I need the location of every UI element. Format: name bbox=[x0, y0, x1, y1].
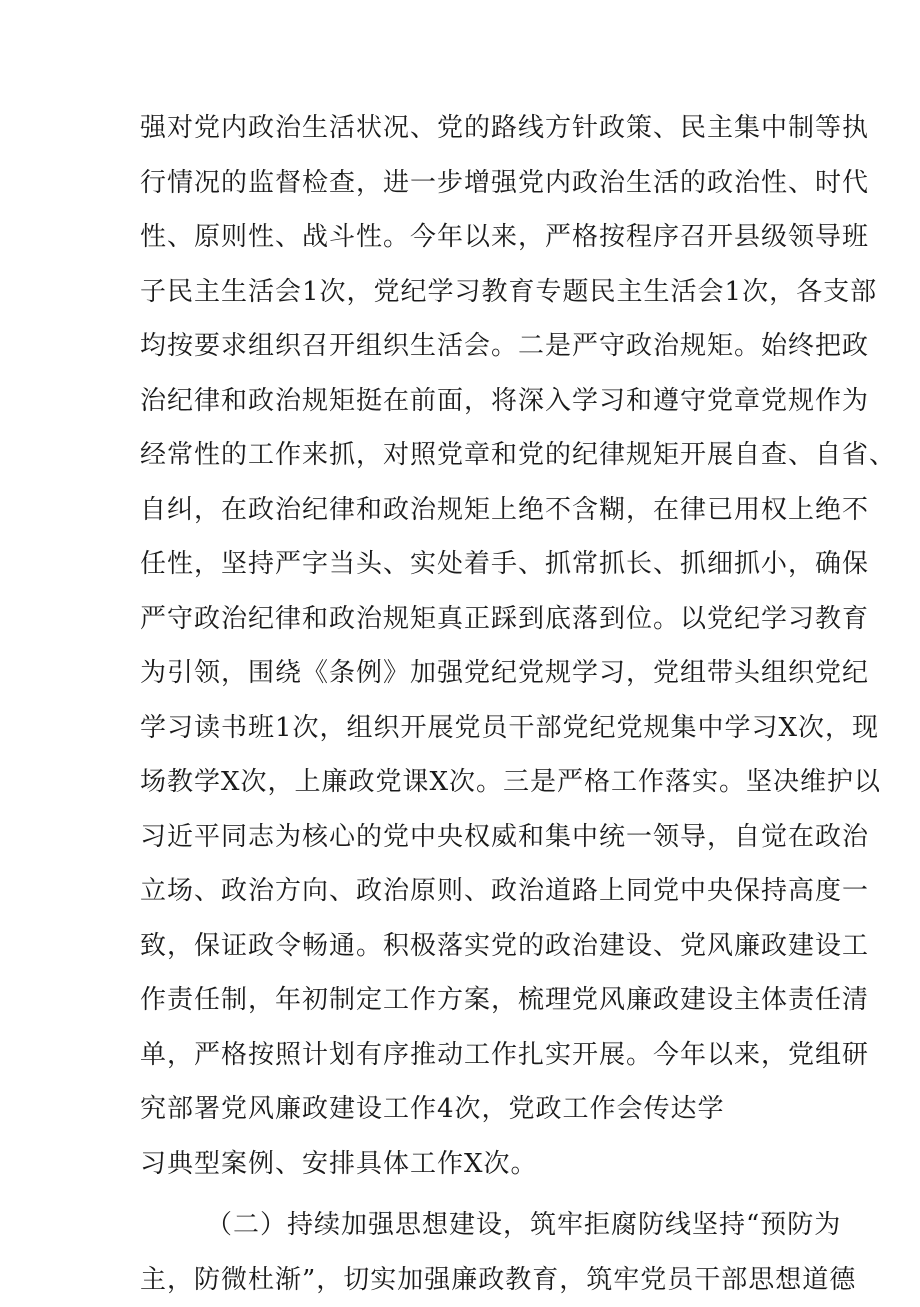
paragraph-end-line: 习典型案例、安排具体工作X次。 bbox=[140, 1137, 800, 1192]
text-line: 为引领，围绕《条例》加强党纪党规学习，党组带头组织党纪 bbox=[140, 646, 800, 701]
text-line: 任性，坚持严字当头、实处着手、抓常抓长、抓细抓小，确保 bbox=[140, 537, 800, 592]
body-text bbox=[140, 101, 800, 1307]
text-line: 立场、政治方向、政治原则、政治道路上同党中央保持高度一 bbox=[140, 864, 800, 919]
text-line: 主，防微杜渐”，切实加强廉政教育，筑牢党员干部思想道德 bbox=[140, 1253, 800, 1307]
text-line: 自纠，在政治纪律和政治规矩上绝不含糊，在律已用权上绝不 bbox=[140, 483, 800, 538]
text-line: 子民主生活会1次，党纪学习教育专题民主生活会1次，各支部 bbox=[140, 265, 800, 320]
text-line: 作责任制，年初制定工作方案，梳理党风廉政建设主体责任清 bbox=[140, 973, 800, 1028]
text-line: 场教学X次，上廉政党课X次。三是严格工作落实。坚决维护以 bbox=[140, 755, 800, 810]
text-line: 均按要求组织召开组织生活会。二是严守政治规矩。始终把政 bbox=[140, 319, 800, 374]
text-line: 性、原则性、战斗性。今年以来，严格按程序召开县级领导班 bbox=[140, 210, 800, 265]
text-line: 致，保证政令畅通。积极落实党的政治建设、党风廉政建设工 bbox=[140, 919, 800, 974]
text-line: 严守政治纪律和政治规矩真正踩到底落到位。以党纪学习教育 bbox=[140, 592, 800, 647]
section-heading-line: （二）持续加强思想建设，筑牢拒腐防线坚持“预防为 bbox=[140, 1198, 800, 1253]
text-line: 学习读书班1次，组织开展党员干部党纪党规集中学习X次，现 bbox=[140, 701, 800, 756]
text-line: 习近平同志为核心的党中央权威和集中统一领导，自觉在政治 bbox=[140, 810, 800, 865]
text-line: 经常性的工作来抓，对照党章和党的纪律规矩开展自查、自省、 bbox=[140, 428, 800, 483]
text-line: 治纪律和政治规矩挺在前面，将深入学习和遵守党章党规作为 bbox=[140, 374, 800, 429]
text-line: 单，严格按照计划有序推动工作扎实开展。今年以来，党组研 bbox=[140, 1028, 800, 1083]
text-line: 究部署党风廉政建设工作4次，党政工作会传达学 bbox=[140, 1082, 800, 1137]
text-line: 强对党内政治生活状况、党的路线方针政策、民主集中制等执 bbox=[140, 101, 800, 156]
text-line: 行情况的监督检查，进一步增强党内政治生活的政治性、时代 bbox=[140, 156, 800, 211]
